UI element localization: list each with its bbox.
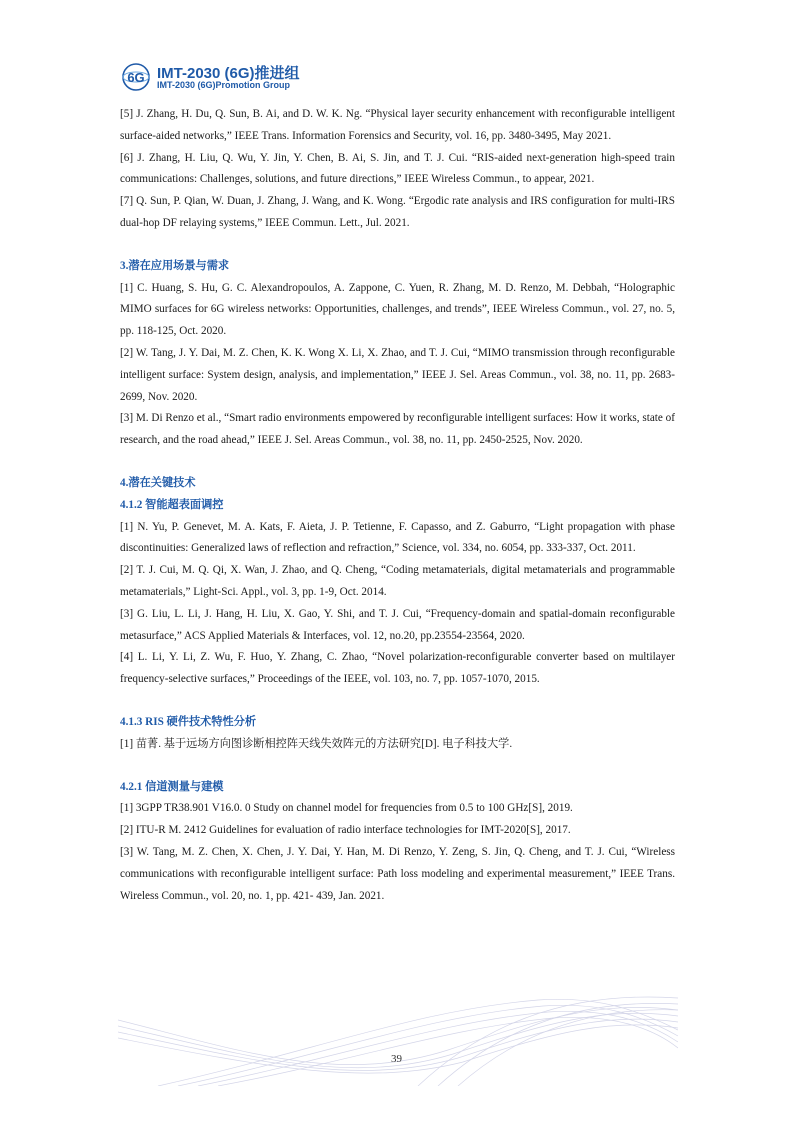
reference-item: [4] L. Li, Y. Li, Z. Wu, F. Huo, Y. Zhang, C. Zhao, “Novel polarization-reconfigurable converter based on multilayer frequency-selective surfaces,” Proceedings of the IEEE, vol. 103, no. 7, pp. 1057-1070, 2015. xyxy=(120,651,675,686)
reference-item: [1] 3GPP TR38.901 V16.0. 0 Study on channel model for frequencies from 0.5 to 100 GHz[S], 2019. xyxy=(120,802,573,815)
reference-item: [6] J. Zhang, H. Liu, Q. Wu, Y. Jin, Y. Chen, B. Ai, S. Jin, and T. J. Cui. “RIS-aided next-generation high-speed train communications: Challenges, solutions, and future directions,” IEEE Wireless Commun., to appear, 2021. xyxy=(120,151,675,186)
reference-item: [2] ITU-R M. 2412 Guidelines for evaluation of radio interface technologies for IMT-2020[S], 2017. xyxy=(120,824,571,837)
page-number: 39 xyxy=(391,1053,402,1065)
decorative-wave-graphic xyxy=(118,990,678,1086)
reference-item: [1] N. Yu, P. Genevet, M. A. Kats, F. Aieta, J. P. Tetienne, F. Capasso, and Z. Gaburro, “Light propagation with phase discontinuities: Generalized laws of reflection and refraction,” Science, vol. 334, no. 6054, pp. 333-337, Oct. 2011. xyxy=(120,520,675,555)
page-header xyxy=(120,62,680,96)
reference-item: [3] M. Di Renzo et al., “Smart radio environments empowered by reconfigurable intelligent surfaces: How it works, state of research, and the road ahead,” IEEE J. Sel. Areas Commun., vol. 38, no. 11, pp. 2450-2525, Nov. 2020. xyxy=(120,412,675,447)
reference-item: [2] W. Tang, J. Y. Dai, M. Z. Chen, K. K. Wong X. Li, X. Zhao, and T. J. Cui, “MIMO transmission through reconfigurable intelligent surface: System design, analysis, and implementation,” IEEE J. Sel. Areas Commun., vol. 38, no. 11, pp. 2683-2699, Nov. 2020. xyxy=(120,346,675,403)
reference-item: [1] 苗菁. 基于远场方向图诊断相控阵天线失效阵元的方法研究[D]. 电子科技大学. xyxy=(120,737,513,750)
subsection-heading: 4.1.2 智能超表面调控 xyxy=(120,498,224,511)
logo-text: 6G xyxy=(127,70,145,85)
section-heading: 4.1.3 RIS 硬件技术特性分析 xyxy=(120,715,257,728)
reference-item: [5] J. Zhang, H. Du, Q. Sun, B. Ai, and D. W. K. Ng. “Physical layer security enhancement with reconfigurable intelligent surface-aided networks,” IEEE Trans. Information Forensics and Security, vol. 16, pp. 3480-3495, May 2021. xyxy=(120,108,675,142)
brand-title: IMT-2030 (6G)推进组 xyxy=(157,65,300,82)
reference-item: [1] C. Huang, S. Hu, G. C. Alexandropoulos, A. Zappone, C. Yuen, R. Zhang, M. D. Renzo, M. Debbah, “Holographic MIMO surfaces for 6G wireless networks: Opportunities, challenges, and trends”, IEEE Wireless Commun., vol. 27, no. 5, pp. 118-125, Oct. 2020. xyxy=(120,281,675,338)
reference-item: [3] W. Tang, M. Z. Chen, X. Chen, J. Y. Dai, Y. Han, M. Di Renzo, Y. Zeng, S. Jin, Q. Cheng, and T. J. Cui, “Wireless communications with reconfigurable intelligent surface: Path loss modeling and experimental measurement,” IEEE Trans. Wireless Commun., vol. 20, no. 1, pp. 421- 439, Jan. 2021. xyxy=(120,845,675,902)
section-heading: 3.潜在应用场景与需求 xyxy=(120,259,230,272)
section-heading: 4.潜在关键技术 xyxy=(120,476,196,489)
reference-item: [7] Q. Sun, P. Qian, W. Duan, J. Zhang, J. Wang, and K. Wong. “Ergodic rate analysis and IRS configuration for multi-IRS dual-hop DF relaying systems,” IEEE Commun. Lett., Jul. 2021. xyxy=(120,195,675,229)
reference-list xyxy=(120,104,675,907)
imt-2030-logo-icon xyxy=(120,62,152,92)
section-heading: 4.2.1 信道测量与建模 xyxy=(120,780,224,793)
reference-item: [2] T. J. Cui, M. Q. Qi, X. Wan, J. Zhao, and Q. Cheng, “Coding metamaterials, digital metamaterials and programmable metamaterials,” Light-Sci. Appl., vol. 3, pp. 1-9, Oct. 2014. xyxy=(120,564,675,598)
reference-item: [3] G. Liu, L. Li, J. Hang, H. Liu, X. Gao, Y. Shi, and T. J. Cui, “Frequency-domain and spatial-domain reconfigurable metasurface,” ACS Applied Materials & Interfaces, vol. 12, no.20, pp.23554-23564, 2020. xyxy=(120,607,675,642)
brand-subtitle: IMT-2030 (6G)Promotion Group xyxy=(157,80,291,90)
